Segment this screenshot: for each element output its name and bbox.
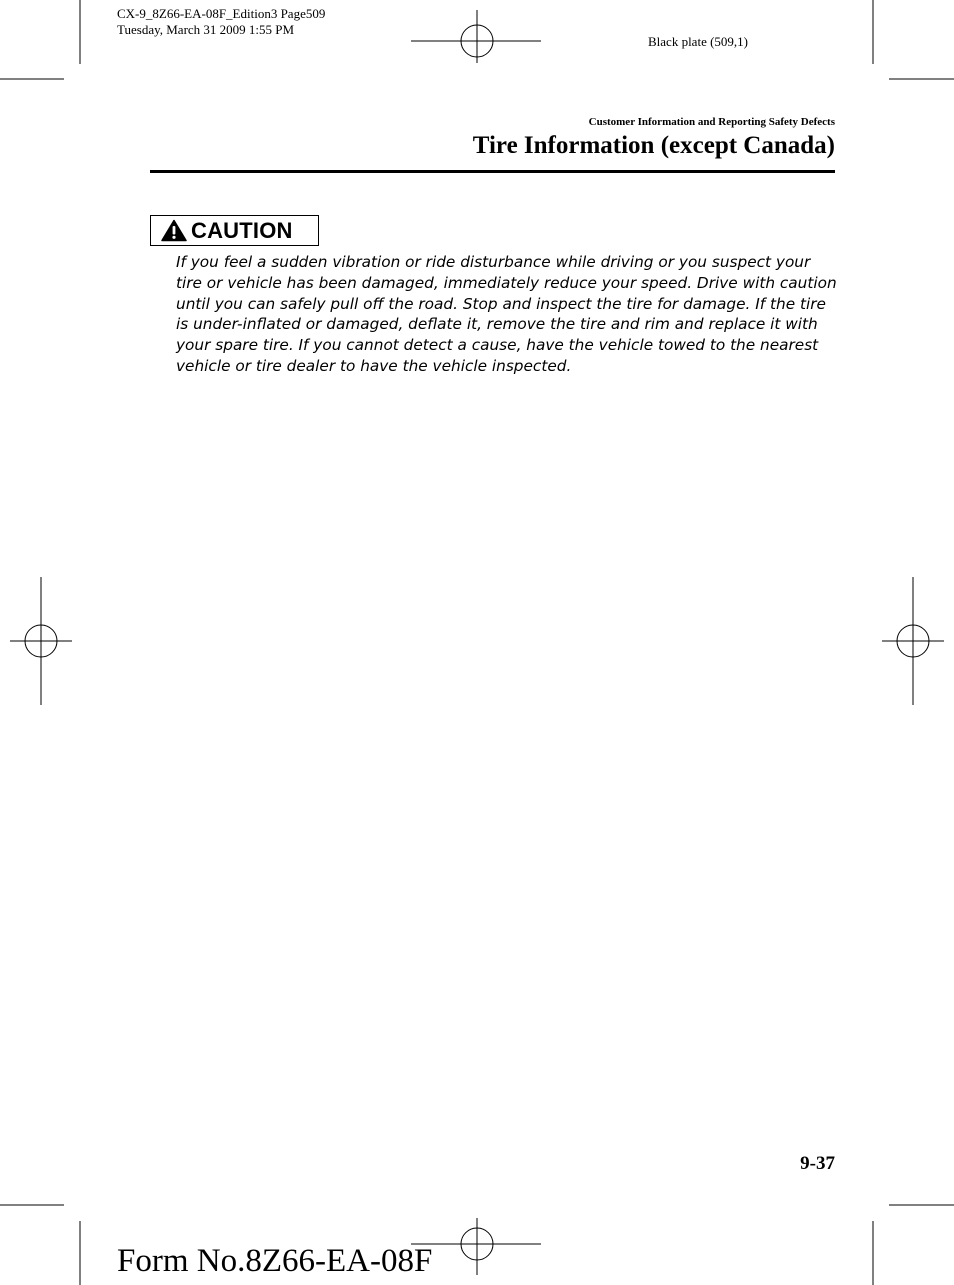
warning-triangle-icon (161, 219, 187, 242)
print-slug-file: CX-9_8Z66-EA-08F_Edition3 Page509 (117, 6, 326, 21)
title-rule (150, 170, 835, 173)
registration-mark-top (411, 10, 541, 63)
caution-line: is under-inflated or damaged, deflate it, remove the tire and rim and replace it with (176, 315, 818, 334)
caution-line: If you feel a sudden vibration or ride disturbance while driving or you suspect your (176, 253, 811, 271)
crop-mark-top-right (873, 0, 954, 79)
registration-mark-left (10, 577, 72, 705)
page-title: Tire Information (except Canada) (472, 132, 835, 159)
print-slug-date: Tuesday, March 31 2009 1:55 PM (117, 22, 295, 37)
registration-mark-right (882, 577, 944, 705)
crop-mark-bottom-left (0, 1205, 80, 1285)
form-number: Form No.8Z66-EA-08F (117, 1243, 433, 1279)
section-heading: Customer Information and Reporting Safety Defects (588, 116, 835, 128)
caution-box (150, 215, 319, 246)
caution-line: until you can safely pull off the road. Stop and inspect the tire for damage. If the tire (176, 294, 826, 313)
page-number: 9-37 (800, 1153, 835, 1174)
crop-mark-bottom-right (873, 1205, 954, 1285)
caution-label: CAUTION (191, 217, 293, 243)
caution-line: vehicle or tire dealer to have the vehicle inspected. (176, 356, 572, 375)
caution-text (176, 252, 841, 377)
caution-line: your spare tire. If you cannot detect a cause, have the vehicle towed to the nearest (176, 336, 819, 355)
plate-label: Black plate (509,1) (648, 34, 748, 49)
crop-mark-top-left (0, 0, 80, 79)
caution-line: tire or vehicle has been damaged, immediately reduce your speed. Drive with caution (176, 273, 837, 292)
print-slug (117, 6, 325, 38)
